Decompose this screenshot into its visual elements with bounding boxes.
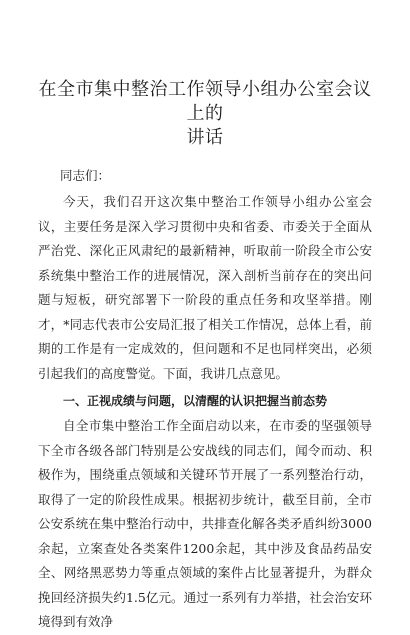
paragraph-opening: 今天，我们召开这次集中整治工作领导小组办公室会议，主要任务是深入学习贯彻中央和省委、市委关于全面从严治党、深化正风肃纪的最新精神，听取前一阶段全市公安系统集中整治工作的进展情况，深入剖析当前存在的突出问题与短板，研究部署下一阶段的重点任务和攻坚举措。刚才，*同志代表市公安局汇报了相关工作情况，总体上看，前期的工作是有一定成效的，但问题和不足也同样突出，必须引起我们的高度警觉。下面，我讲几点意见。 bbox=[38, 194, 372, 381]
title-line-2: 讲话 bbox=[186, 127, 224, 148]
document-body bbox=[38, 190, 372, 635]
title-line-1: 在全市集中整治工作领导小组办公室会议上的 bbox=[38, 79, 372, 124]
document-title bbox=[38, 78, 372, 150]
section-heading-1: 一、正视成绩与问题，以清醒的认识把握当前态势 bbox=[63, 394, 328, 408]
salutation: 同志们： bbox=[60, 168, 111, 183]
paragraph-section-1: 自全市集中整治工作全面启动以来，在市委的坚强领导下全市各级各部门特别是公安战线的同志们，闻令而动、积极作为，围绕重点领域和关键环节开展了一系列整治行动，取得了一定的阶段性成果。根据初步统计，截至目前，全市公安系统在集中整治行动中，共排查化解各类矛盾纠纷3000余起，立案查处各类案件1200余起，其中涉及食品药品安全、网络黑恶势力等重点领域的案件占比显著提升，为群众挽回经济损失约1.5亿元。通过一系列有力举措，社会治安环境得到有效净 bbox=[38, 418, 372, 629]
